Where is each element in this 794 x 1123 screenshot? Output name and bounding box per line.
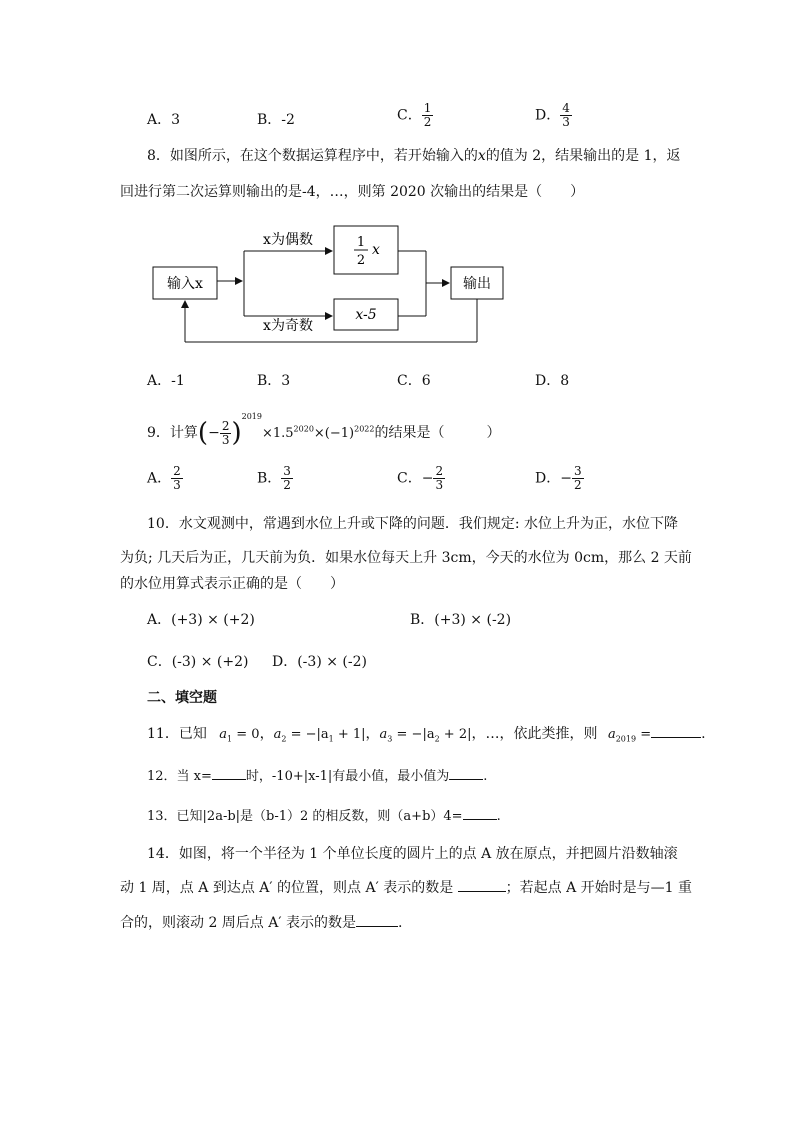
q8-line1: 8．如图所示，在这个数据运算程序中，若开始输入的x的值为 2，结果输出的是 1，返	[147, 148, 681, 164]
q9-option-a: A． $\frac{2}{3}$	[147, 464, 181, 492]
q9-suffix: 的结果是（ ）	[374, 425, 501, 441]
half-denominator: 2	[356, 253, 366, 268]
q13-answer-blank[interactable]	[463, 819, 497, 820]
q9-fraction: $\frac{2}{3}$	[221, 418, 230, 447]
q7-option-d-fraction: $\frac{4}{3}$	[562, 101, 570, 129]
q12-question: 12．当 x= 时，-10+|x-1|有最小值，最小值为 .	[147, 769, 488, 784]
q14-blank-1[interactable]	[458, 891, 506, 892]
q8-option-a: A．-1	[147, 373, 185, 389]
q7-option-d	[535, 102, 572, 129]
q14-line2: 动 1 周，点 A 到达点 A′ 的位置，则点 A′ 表示的数是 ；若起点 A 开始时是与—1 重	[120, 880, 693, 896]
q9-option-b: B． $\frac{3}{2}$	[257, 464, 291, 492]
q7-option-d-label: D．	[535, 107, 561, 124]
q7-option-a: A．3	[147, 112, 181, 128]
q10-line1: 10．水文观测中，常遇到水位上升或下降的问题．我们规定: 水位上升为正，水位下降	[147, 516, 678, 532]
q12-blank-min[interactable]	[449, 779, 483, 780]
q10-line2: 为负; 几天后为正，几天前为负．如果水位每天上升 3cm，今天的水位为 0cm，那么 2 天前	[120, 550, 692, 566]
q13-question: 13．已知|2a-b|是（b-1）2 的相反数，则（a+b）4= .	[147, 809, 501, 824]
q14-line3: 合的，则滚动 2 周后点 A′ 表示的数是 .	[120, 915, 403, 931]
q11-answer-blank[interactable]	[651, 737, 701, 738]
q10-option-c: C．(-3) × (+2)	[147, 654, 249, 670]
q8-option-d: D．8	[535, 373, 570, 389]
q8-option-c: C．6	[397, 373, 431, 389]
q7-option-c	[397, 102, 433, 129]
q7-option-c-fraction: $\frac{1}{2}$	[423, 101, 432, 129]
q12-blank-x[interactable]	[212, 779, 246, 780]
q10-option-a: A．(+3) × (+2)	[147, 612, 255, 628]
q11-question: 11．已知 $a_1 = 0$，$a_2 = -|a_1 + 1|$，$a_3 = -|a_2 + 2|$，…，依此类推，则 $a_{2019}$ = .	[147, 726, 706, 744]
q9-prefix: 9．计算	[147, 425, 198, 441]
q14-blank-2[interactable]	[356, 926, 398, 927]
q9-option-d: D．− $\frac{3}{2}$	[535, 464, 582, 492]
flowchart-diagram	[150, 222, 510, 347]
even-label: x为偶数	[263, 232, 313, 248]
input-box-label: 输入x	[167, 276, 203, 292]
half-var: x	[372, 242, 380, 258]
half-numerator: 1	[356, 235, 366, 250]
q10-option-d: D．(-3) × (-2)	[272, 654, 367, 670]
q7-option-b: B．-2	[257, 112, 295, 128]
q10-line3: 的水位用算式表示正确的是（ ）	[120, 576, 344, 592]
q14-line1: 14．如图，将一个半径为 1 个单位长度的圆片上的点 A 放在原点，并把圆片沿数轴滚	[147, 846, 678, 862]
q10-option-b: B．(+3) × (-2)	[410, 612, 512, 628]
odd-label: x为奇数	[263, 318, 313, 334]
q8-option-b: B．3	[257, 373, 291, 389]
q8-line2: 回进行第二次运算则输出的是-4，…，则第 2020 次输出的结果是（ ）	[120, 184, 585, 200]
q7-option-c-label: C．	[397, 107, 422, 124]
q9-option-c: C．− $\frac{2}{3}$	[397, 464, 444, 492]
section-heading: 二、填空题	[147, 690, 217, 706]
output-box-label: 输出	[463, 276, 491, 292]
minus-box-label: x-5	[355, 307, 377, 323]
q9-question: 9．计算(− $\frac{2}{3}$ )$^{2019}\times 1.5^{2020}\times(-1)^{2022}$的结果是（ ）	[147, 412, 501, 448]
